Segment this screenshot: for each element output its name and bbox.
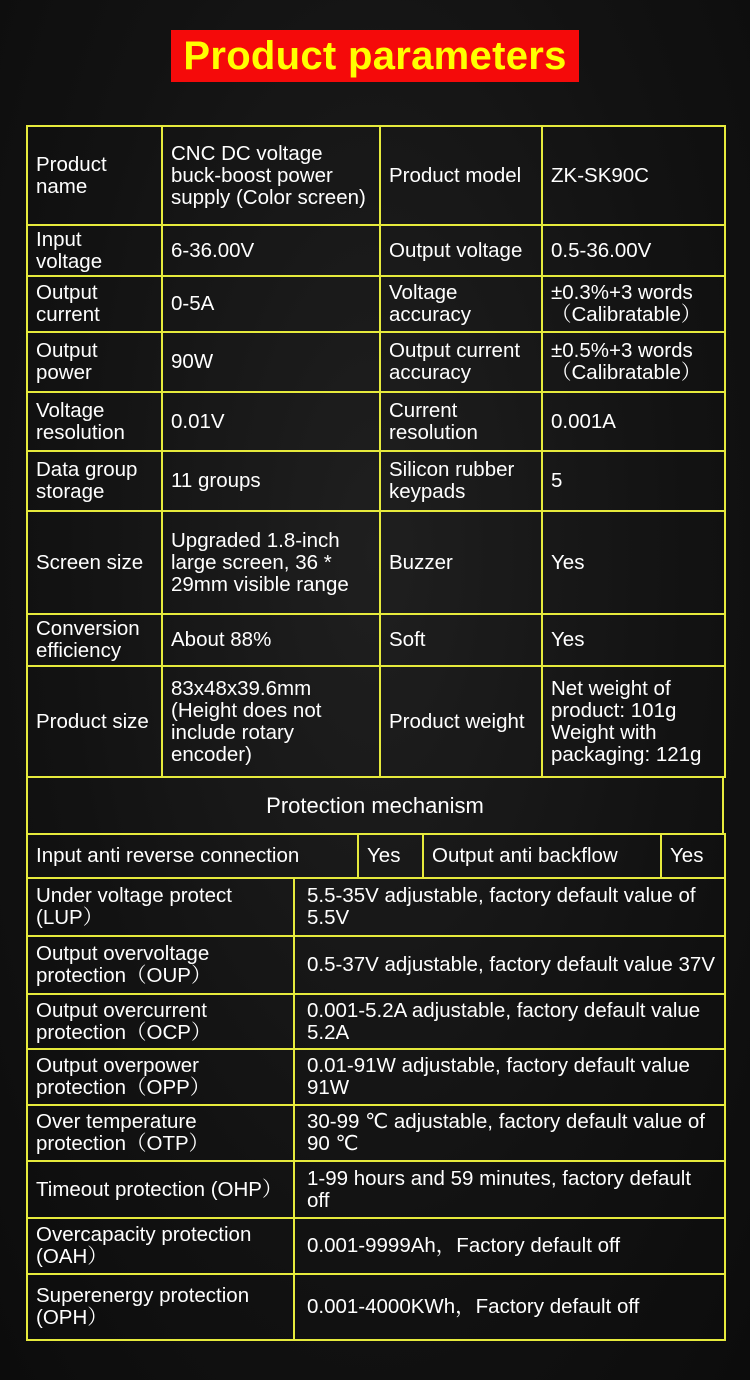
spec-row	[27, 332, 725, 392]
protection-row	[27, 936, 725, 994]
spec-value: ±0.3%+3 words（Calibratable）	[542, 276, 725, 332]
protection-row	[27, 1161, 725, 1218]
protection-label: Output overvoltage protection（OUP）	[27, 936, 294, 994]
protection-label: Superenergy protection (OPH）	[27, 1274, 294, 1340]
spec-label: Output voltage	[380, 225, 542, 276]
spec-label: Product name	[27, 126, 162, 225]
protection-value: 0.001-4000KWh，Factory default off	[294, 1274, 725, 1340]
spec-row	[27, 614, 725, 666]
spec-label: Output current	[27, 276, 162, 332]
spec-label: Screen size	[27, 511, 162, 614]
spec-value: 0.01V	[162, 392, 380, 451]
spec-label: Voltage accuracy	[380, 276, 542, 332]
spec-value: Upgraded 1.8-inch large screen, 36 * 29mm visible range	[162, 511, 380, 614]
spec-label: Current resolution	[380, 392, 542, 451]
spec-value: 11 groups	[162, 451, 380, 511]
spec-label: Product size	[27, 666, 162, 777]
spec-row	[27, 225, 725, 276]
anti-backflow-label: Output anti backflow	[423, 834, 661, 878]
spec-label: Silicon rubber keypads	[380, 451, 542, 511]
protection-label: Timeout protection (OHP）	[27, 1161, 294, 1218]
spec-value: 90W	[162, 332, 380, 392]
spec-value: 83x48x39.6mm (Height does not include rotary encoder)	[162, 666, 380, 777]
spec-row	[27, 511, 725, 614]
spec-value: Net weight of product: 101g Weight with packaging: 121g	[542, 666, 725, 777]
spec-value: ±0.5%+3 words（Calibratable）	[542, 332, 725, 392]
spec-label: Buzzer	[380, 511, 542, 614]
protection-value: 0.001-5.2A adjustable, factory default value 5.2A	[294, 994, 725, 1049]
spec-table	[26, 125, 726, 778]
protection-label: Output overcurrent protection（OCP）	[27, 994, 294, 1049]
page-title: Product parameters	[171, 30, 578, 82]
spec-value: Yes	[542, 511, 725, 614]
protection-header-table	[26, 776, 724, 835]
protection-label: Over temperature protection（OTP）	[27, 1105, 294, 1161]
anti-reverse-value: Yes	[358, 834, 423, 878]
protection-row	[27, 994, 725, 1049]
spec-value: 6-36.00V	[162, 225, 380, 276]
title-banner	[0, 30, 750, 82]
spec-value: ZK-SK90C	[542, 126, 725, 225]
anti-backflow-value: Yes	[661, 834, 725, 878]
protection-value: 0.001-9999Ah，Factory default off	[294, 1218, 725, 1274]
spec-row	[27, 276, 725, 332]
spec-label: Voltage resolution	[27, 392, 162, 451]
protection-row	[27, 1218, 725, 1274]
protection-label: Overcapacity protection (OAH）	[27, 1218, 294, 1274]
spec-row	[27, 451, 725, 511]
anti-reverse-row	[27, 834, 725, 878]
anti-reverse-table	[26, 833, 726, 879]
spec-value: 5	[542, 451, 725, 511]
spec-value: About 88%	[162, 614, 380, 666]
protection-header: Protection mechanism	[27, 777, 723, 834]
spec-value: 0.001A	[542, 392, 725, 451]
protection-value: 0.5-37V adjustable, factory default value 37V	[294, 936, 725, 994]
spec-label: Conversion efficiency	[27, 614, 162, 666]
protection-value: 1-99 hours and 59 minutes, factory default off	[294, 1161, 725, 1218]
protection-row	[27, 1274, 725, 1340]
spec-value: CNC DC voltage buck-boost power supply (Color screen)	[162, 126, 380, 225]
spec-row	[27, 392, 725, 451]
protection-value: 5.5-35V adjustable, factory default value of 5.5V	[294, 878, 725, 936]
protection-value: 30-99 ℃ adjustable, factory default value of 90 ℃	[294, 1105, 725, 1161]
spec-label: Soft	[380, 614, 542, 666]
protection-label: Under voltage protect (LUP）	[27, 878, 294, 936]
spec-value: 0.5-36.00V	[542, 225, 725, 276]
spec-label: Input voltage	[27, 225, 162, 276]
spec-label: Product weight	[380, 666, 542, 777]
spec-label: Output current accuracy	[380, 332, 542, 392]
protection-value: 0.01-91W adjustable, factory default value 91W	[294, 1049, 725, 1105]
protection-row	[27, 878, 725, 936]
spec-label: Data group storage	[27, 451, 162, 511]
spec-value: Yes	[542, 614, 725, 666]
spec-value: 0-5A	[162, 276, 380, 332]
protection-row	[27, 1105, 725, 1161]
spec-label: Output power	[27, 332, 162, 392]
protection-table	[26, 877, 726, 1341]
spec-label: Product model	[380, 126, 542, 225]
protection-row	[27, 1049, 725, 1105]
spec-row	[27, 666, 725, 777]
anti-reverse-label: Input anti reverse connection	[27, 834, 358, 878]
spec-row	[27, 126, 725, 225]
protection-label: Output overpower protection（OPP）	[27, 1049, 294, 1105]
